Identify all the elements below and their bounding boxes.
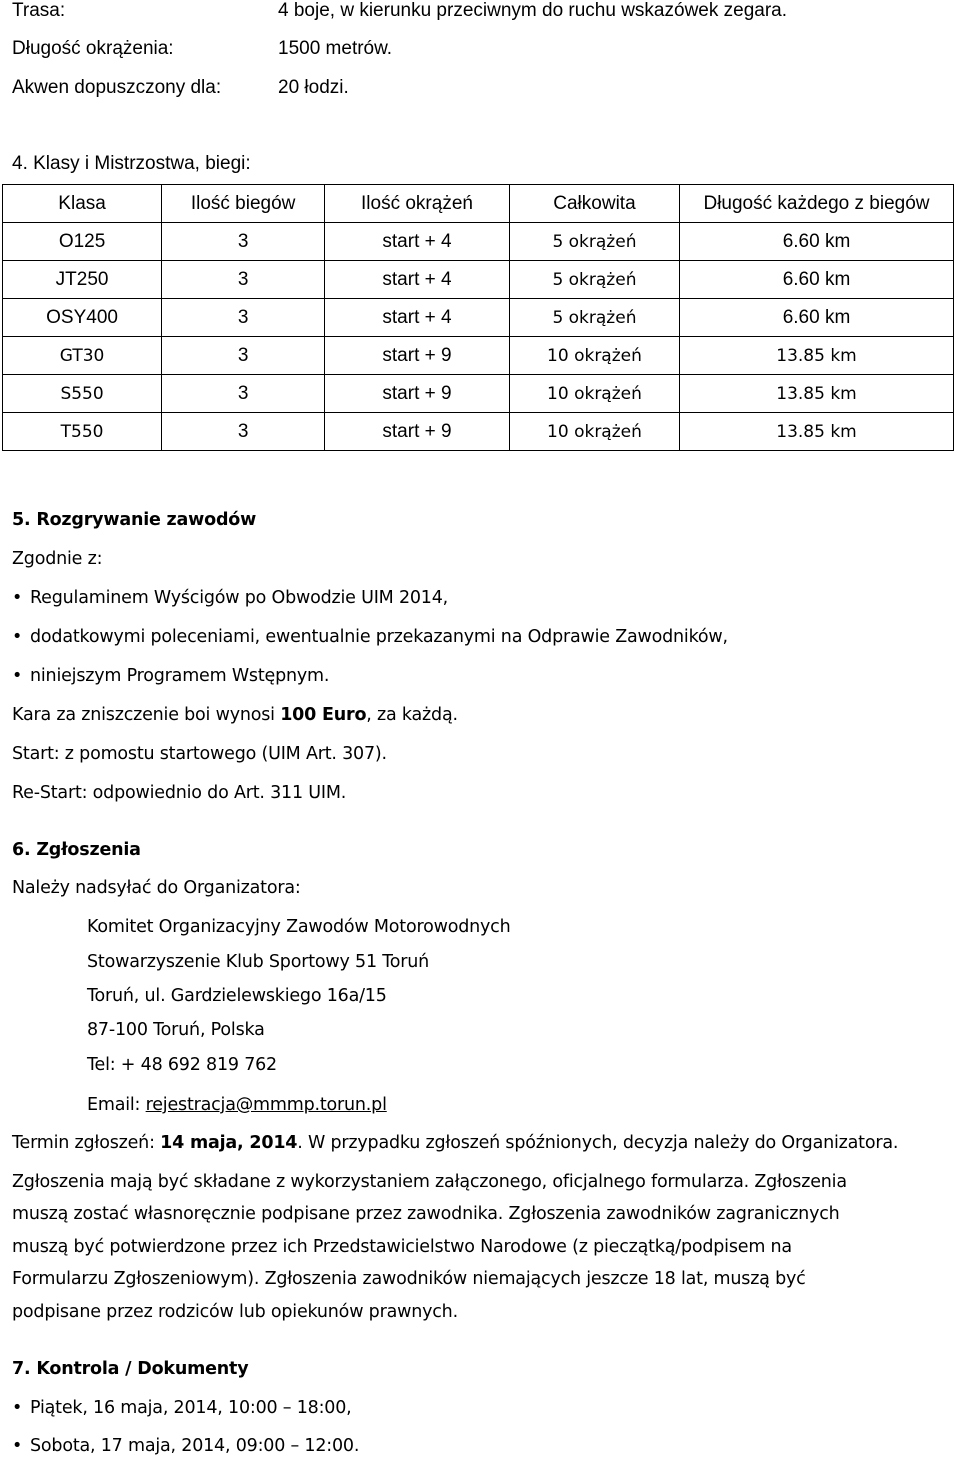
list-item: dodatkowymi poleceniami, ewentualnie przekazanymi na Odprawie Zawodników, [30,627,728,647]
section-5-heading: 5. Rozgrywanie zawodów [12,510,257,530]
penalty-prefix: Kara za zniszczenie boi wynosi [12,705,281,725]
deadline-line [12,1133,898,1153]
table-cell-length: 13.85 km [680,413,954,451]
table-row [3,337,954,375]
table-cell-heats: 3 [162,413,325,451]
table-header-cell: Długość każdego z biegów [680,185,954,223]
table-row [3,413,954,451]
start-rule: Start: z pomostu startowego (UIM Art. 307). [12,744,387,764]
list-item: Piątek, 16 maja, 2014, 10:00 – 18:00, [30,1398,352,1418]
table-cell-heats: 3 [162,375,325,413]
table-cell-heats: 3 [162,299,325,337]
info-value-route: 4 boje, w kierunku przeciwnym do ruchu wskazówek zegara. [278,0,788,21]
table-cell-laps: start + 4 [325,223,510,261]
penalty-amount: 100 Euro [280,705,367,725]
table-cell-class: OSY400 [3,299,162,337]
table-row [3,223,954,261]
table-cell-total: 5 okrążeń [509,261,679,299]
restart-rule: Re-Start: odpowiednio do Art. 311 UIM. [12,783,347,803]
table-cell-length: 13.85 km [680,337,954,375]
address-line: Toruń, ul. Gardzielewskiego 16a/15 [87,986,387,1006]
table-cell-heats: 3 [162,337,325,375]
bullet-icon: • [12,627,23,647]
table-cell-class: JT250 [3,261,162,299]
email-link[interactable]: rejestracja@mmmp.torun.pl [145,1095,387,1115]
table-header-cell: Całkowita [509,185,679,223]
table-header-cell: Ilość biegów [162,185,325,223]
table-cell-total: 10 okrążeń [509,375,679,413]
bullet-icon: • [12,1436,23,1456]
info-label-capacity: Akwen dopuszczony dla: [12,77,222,98]
deadline-date: 14 maja, 2014 [160,1133,298,1153]
table-cell-laps: start + 4 [325,299,510,337]
phone-line: Tel: + 48 692 819 762 [87,1055,277,1075]
table-row [3,299,954,337]
table-header-row [3,185,954,223]
list-item: Regulaminem Wyścigów po Obwodzie UIM 2014, [30,588,449,608]
address-line: Komitet Organizacyjny Zawodów Motorowodnych [87,917,511,937]
list-item: Sobota, 17 maja, 2014, 09:00 – 12:00. [30,1436,360,1456]
penalty-line [12,705,458,725]
table-cell-total: 10 okrążeń [509,413,679,451]
table-header-cell: Ilość okrążeń [325,185,510,223]
paragraph-line: muszą być potwierdzone przez ich Przedstawicielstwo Narodowe (z pieczątką/podpisem na [12,1237,792,1257]
table-row [3,375,954,413]
bullet-icon: • [12,666,23,686]
info-value-lap-length: 1500 metrów. [278,38,393,59]
table-cell-laps: start + 4 [325,261,510,299]
penalty-suffix: , za każdą. [366,705,458,725]
table-header-cell: Klasa [3,185,162,223]
bullet-icon: • [12,588,23,608]
table-row [3,261,954,299]
classes-table [2,184,954,451]
info-value-capacity: 20 łodzi. [278,77,349,98]
email-line [87,1095,387,1115]
table-cell-length: 6.60 km [680,223,954,261]
section-6-heading: 6. Zgłoszenia [12,840,141,860]
address-line: 87-100 Toruń, Polska [87,1020,265,1040]
table-cell-heats: 3 [162,223,325,261]
section-7-heading: 7. Kontrola / Dokumenty [12,1359,249,1379]
paragraph-line: Formularzu Zgłoszeniowym). Zgłoszenia zawodników niemających jeszcze 18 lat, muszą być [12,1269,806,1289]
table-cell-class: GT30 [3,337,162,375]
info-label-lap-length: Długość okrążenia: [12,38,174,59]
paragraph-line: muszą zostać własnoręcznie podpisane przez zawodnika. Zgłoszenia zawodników zagranicznych [12,1204,840,1224]
address-line: Stowarzyszenie Klub Sportowy 51 Toruń [87,952,430,972]
table-cell-total: 10 okrążeń [509,337,679,375]
table-cell-class: O125 [3,223,162,261]
deadline-suffix: . W przypadku zgłoszeń spóźnionych, decyzja należy do Organizatora. [297,1133,899,1153]
paragraph-line: Zgłoszenia mają być składane z wykorzystaniem załączonego, oficjalnego formularza. Zgłoszenia [12,1172,847,1192]
section-4-heading: 4. Klasy i Mistrzostwa, biegi: [12,153,251,174]
section-6-intro: Należy nadsyłać do Organizatora: [12,878,301,898]
paragraph-line: podpisane przez rodziców lub opiekunów prawnych. [12,1302,458,1322]
table-cell-class: S550 [3,375,162,413]
section-5-intro: Zgodnie z: [12,549,103,569]
table-cell-laps: start + 9 [325,375,510,413]
table-cell-laps: start + 9 [325,337,510,375]
table-cell-length: 13.85 km [680,375,954,413]
table-cell-total: 5 okrążeń [509,223,679,261]
table-cell-total: 5 okrążeń [509,299,679,337]
bullet-icon: • [12,1398,23,1418]
table-cell-heats: 3 [162,261,325,299]
deadline-prefix: Termin zgłoszeń: [12,1133,161,1153]
list-item: niniejszym Programem Wstępnym. [30,666,330,686]
table-cell-laps: start + 9 [325,413,510,451]
email-label: Email: [87,1095,146,1115]
table-cell-length: 6.60 km [680,261,954,299]
table-cell-class: T550 [3,413,162,451]
table-cell-length: 6.60 km [680,299,954,337]
info-label-route: Trasa: [12,0,66,21]
